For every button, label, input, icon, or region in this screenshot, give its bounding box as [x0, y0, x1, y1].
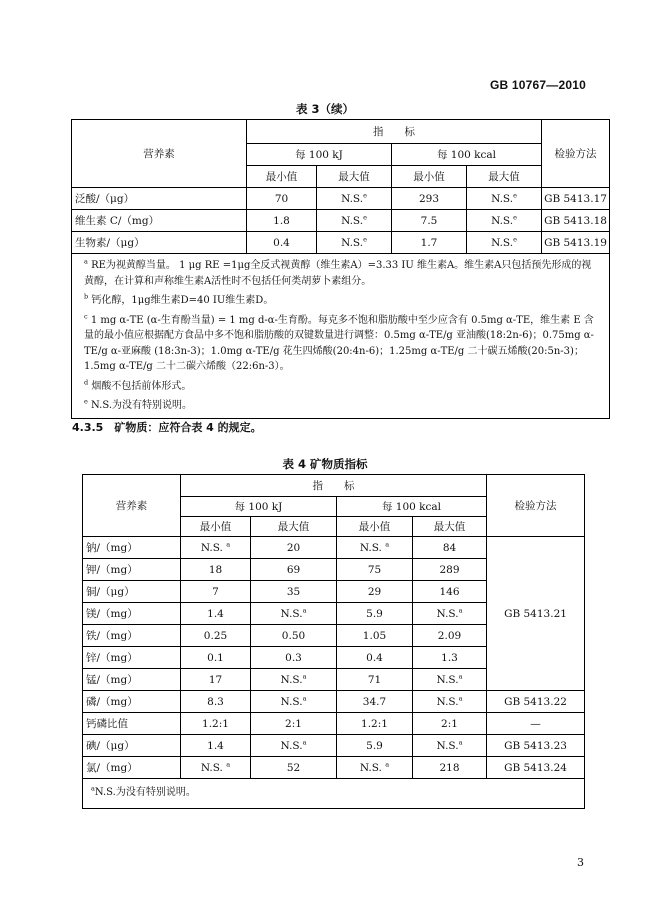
- cell-value: 20: [251, 537, 337, 559]
- table-row: [83, 735, 585, 757]
- cell-value: N.S.$^e$: [467, 210, 542, 232]
- nutrient-name: 钾/（mg）: [83, 559, 181, 581]
- table4-header-max: 最大值: [413, 517, 487, 537]
- cell-value: 218: [413, 757, 487, 779]
- cell-value: 289: [413, 559, 487, 581]
- nutrient-name: 锌/（mg）: [83, 647, 181, 669]
- page-number: 3: [577, 856, 584, 869]
- table-row: [72, 232, 610, 254]
- nutrient-name: 维生素 C/（mg）: [72, 210, 247, 232]
- table4-header-max: 最大值: [251, 517, 337, 537]
- method-cell: GB 5413.17: [542, 188, 610, 210]
- nutrient-name: 磷/（mg）: [83, 691, 181, 713]
- table4-header-nutrient: 营养素: [83, 475, 181, 537]
- table-row: [72, 188, 610, 210]
- nutrient-name: 镁/（mg）: [83, 603, 181, 625]
- table3-footnotes: [72, 254, 610, 419]
- nutrient-name: 生物素/（μg）: [72, 232, 247, 254]
- cell-value: N.S.$^a$: [251, 691, 337, 713]
- cell-value: 7: [181, 581, 251, 603]
- method-cell: GB 5413.22: [487, 691, 585, 713]
- table3-header-nutrient: 营养素: [72, 120, 247, 188]
- cell-value: 1.8: [247, 210, 317, 232]
- table4: [82, 474, 585, 809]
- cell-value: 34.7: [337, 691, 413, 713]
- method-cell: GB 5413.24: [487, 757, 585, 779]
- cell-value: N.S.$^a$: [413, 669, 487, 691]
- nutrient-name: 钠/（mg）: [83, 537, 181, 559]
- footnote-b: $^b$ 钙化醇，1μg维生素D=40 IU维生素D。: [84, 292, 274, 306]
- cell-value: 84: [413, 537, 487, 559]
- table4-header-indicator: 指 标: [181, 475, 487, 497]
- cell-value: N.S.$^e$: [467, 232, 542, 254]
- cell-value: 1.05: [337, 625, 413, 647]
- cell-value: N.S. $^a$: [181, 757, 251, 779]
- cell-value: 0.4: [247, 232, 317, 254]
- cell-value: 69: [251, 559, 337, 581]
- cell-value: 1.2:1: [337, 713, 413, 735]
- table3-header-per-kj: 每 100 kJ: [247, 144, 392, 166]
- cell-value: N.S.$^e$: [317, 210, 392, 232]
- cell-value: N.S.$^e$: [317, 232, 392, 254]
- table4-header-method: 检验方法: [487, 475, 585, 537]
- footnote-a: $^a$ RE为视黄醇当量。 1 μg RE =1μg全反式视黄醇（维生素A）=3.33 IU 维生素A。维生素A只包括预先形成的视黄醇，在计算和声称维生素A活性时不包括任何类胡萝卜素组分。: [84, 257, 592, 287]
- cell-value: 8.3: [181, 691, 251, 713]
- method-cell: —: [487, 713, 585, 735]
- method-cell: GB 5413.23: [487, 735, 585, 757]
- table-row: [83, 713, 585, 735]
- standard-code: GB 10767—2010: [490, 78, 586, 92]
- cell-value: 70: [247, 188, 317, 210]
- nutrient-name: 氯/（mg）: [83, 757, 181, 779]
- nutrient-name: 铁/（mg）: [83, 625, 181, 647]
- cell-value: 0.25: [181, 625, 251, 647]
- method-cell: GB 5413.18: [542, 210, 610, 232]
- cell-value: N.S.$^a$: [413, 735, 487, 757]
- cell-value: N.S. $^a$: [337, 537, 413, 559]
- table4-footnote: $^a$N.S.为没有特别说明。: [83, 779, 585, 809]
- cell-value: 146: [413, 581, 487, 603]
- nutrient-name: 锰/（mg）: [83, 669, 181, 691]
- table3-header-max: 最大值: [467, 166, 542, 188]
- table-row: [72, 210, 610, 232]
- cell-value: 1.2:1: [181, 713, 251, 735]
- nutrient-name: 碘/（μg）: [83, 735, 181, 757]
- table3-header-min: 最小值: [247, 166, 317, 188]
- cell-value: 1.7: [392, 232, 467, 254]
- table4-header-min: 最小值: [181, 517, 251, 537]
- nutrient-name: 泛酸/（μg）: [72, 188, 247, 210]
- cell-value: N.S.$^e$: [467, 188, 542, 210]
- table3-header-min: 最小值: [392, 166, 467, 188]
- cell-value: 5.9: [337, 603, 413, 625]
- cell-value: N.S.$^e$: [317, 188, 392, 210]
- method-cell: GB 5413.21: [487, 537, 585, 691]
- nutrient-name: 钙磷比值: [83, 713, 181, 735]
- cell-value: N.S.$^a$: [413, 691, 487, 713]
- table4-footnote-row: [83, 779, 585, 809]
- cell-value: 17: [181, 669, 251, 691]
- table-row: [83, 537, 585, 559]
- cell-value: N.S. $^a$: [181, 537, 251, 559]
- cell-value: 1.4: [181, 735, 251, 757]
- cell-value: 2.09: [413, 625, 487, 647]
- table3-caption: 表 3（续）: [295, 102, 354, 116]
- footnote-c: $^c$ 1 mg α-TE (α-生育酚当量) = 1 mg d-α-生育酚。每克多不饱和脂肪酸中至少应含有 0.5mg α-TE，维生素 E 含量的最小值应根据配方食品中多不饱和脂肪酸的双键数量进行调整：0.5mg α-TE/g 亚油酸(18:2n-6)；0.75mg α-TE/g α-亚麻酸 (18:3n-3)；1.0mg α-TE/g 花生四烯酸(20:4n-6)；1.25mg α-TE/g 二十碳五烯酸(20:5n-3)；1.5mg α-TE/g 二十二碳六烯酸（22:6n-3）。: [84, 312, 594, 372]
- cell-value: 29: [337, 581, 413, 603]
- method-cell: GB 5413.19: [542, 232, 610, 254]
- cell-value: 0.3: [251, 647, 337, 669]
- cell-value: N.S.$^a$: [251, 669, 337, 691]
- table-row: [83, 691, 585, 713]
- table3-header-max: 最大值: [317, 166, 392, 188]
- table4-caption: 表 4 矿物质指标: [282, 457, 368, 471]
- cell-value: 75: [337, 559, 413, 581]
- cell-value: N.S.$^a$: [413, 603, 487, 625]
- cell-value: 0.4: [337, 647, 413, 669]
- table4-header-per-kj: 每 100 kJ: [181, 497, 337, 517]
- table4-header-min: 最小值: [337, 517, 413, 537]
- table3-footnotes-row: [72, 254, 610, 419]
- cell-value: 0.1: [181, 647, 251, 669]
- clause-4-3-5: 4.3.5 矿物质：应符合表 4 的规定。: [72, 421, 262, 434]
- footnote-d: $^d$ 烟酸不包括前体形式。: [84, 378, 192, 392]
- cell-value: 35: [251, 581, 337, 603]
- cell-value: 2:1: [251, 713, 337, 735]
- cell-value: 293: [392, 188, 467, 210]
- cell-value: 18: [181, 559, 251, 581]
- cell-value: 1.3: [413, 647, 487, 669]
- cell-value: 1.4: [181, 603, 251, 625]
- table3-header-per-kcal: 每 100 kcal: [392, 144, 542, 166]
- table3-header-method: 检验方法: [542, 120, 610, 188]
- table4-header-per-kcal: 每 100 kcal: [337, 497, 487, 517]
- footnote-e: $^e$ N.S.为没有特别说明。: [84, 397, 193, 411]
- cell-value: N.S. $^a$: [337, 757, 413, 779]
- cell-value: N.S.$^a$: [251, 735, 337, 757]
- cell-value: 7.5: [392, 210, 467, 232]
- table3-header-indicator: 指 标: [247, 120, 542, 144]
- cell-value: 0.50: [251, 625, 337, 647]
- table-row: [83, 757, 585, 779]
- cell-value: 71: [337, 669, 413, 691]
- cell-value: N.S.$^a$: [251, 603, 337, 625]
- cell-value: 2:1: [413, 713, 487, 735]
- nutrient-name: 铜/（μg）: [83, 581, 181, 603]
- cell-value: 52: [251, 757, 337, 779]
- table3: [71, 119, 610, 419]
- cell-value: 5.9: [337, 735, 413, 757]
